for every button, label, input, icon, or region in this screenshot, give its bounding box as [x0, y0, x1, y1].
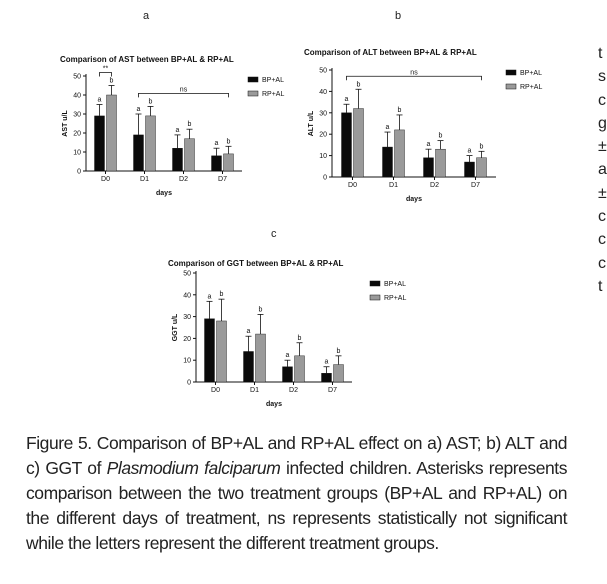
bar-bp-al	[95, 116, 105, 171]
bar-rp-al	[477, 158, 487, 177]
bar-bp-al	[465, 162, 475, 177]
x-axis-label: days	[266, 401, 282, 408]
legend-label: BP+AL	[384, 281, 406, 288]
group-letter: b	[187, 121, 192, 129]
caption-species: Plasmodium falciparum	[106, 458, 281, 478]
y-tick-label: 0	[187, 379, 191, 387]
group-letter: a	[175, 126, 180, 134]
group-letter: a	[207, 293, 212, 301]
group-letter: b	[219, 291, 224, 299]
group-letter: a	[426, 141, 431, 149]
chart-ast	[52, 50, 312, 200]
bar-rp-al	[217, 321, 227, 382]
bar-bp-al	[424, 158, 434, 177]
chart-title: Comparison of GGT between BP+AL & RP+AL	[168, 259, 344, 268]
figure-caption	[26, 431, 567, 556]
bar-bp-al	[342, 113, 352, 177]
side-letter: ±	[598, 138, 607, 156]
group-letter: a	[246, 328, 251, 336]
group-letter: b	[297, 334, 302, 342]
bar-rp-al	[146, 116, 156, 171]
bar-rp-al	[395, 130, 405, 177]
significance-label: **	[102, 65, 109, 73]
y-tick-label: 40	[319, 88, 327, 96]
y-axis-label: AST u/L	[62, 110, 69, 137]
y-tick-label: 20	[73, 130, 81, 138]
y-tick-label: 0	[77, 168, 81, 176]
bar-rp-al	[436, 149, 446, 177]
y-tick-label: 50	[183, 270, 191, 278]
chart-title: Comparison of ALT between BP+AL & RP+AL	[304, 48, 477, 57]
legend-label: BP+AL	[262, 77, 284, 84]
y-axis-label: GGT u/L	[172, 313, 179, 342]
caption-lead: Figure 5.	[26, 433, 92, 453]
side-letter: c	[598, 254, 606, 272]
legend-swatch-bp-al	[506, 70, 516, 75]
group-letter: a	[385, 124, 390, 132]
y-tick-label: 50	[73, 73, 81, 81]
chart-title: Comparison of AST between BP+AL & RP+AL	[60, 55, 234, 64]
caption-part1: Comparison of BP+AL and RP+AL effect on a) AST; b) ALT and c) GGT of	[26, 433, 568, 478]
y-tick-label: 20	[319, 131, 327, 139]
significance-bracket	[347, 76, 482, 80]
bar-bp-al	[205, 319, 215, 382]
panel-label-a: a	[143, 10, 150, 22]
chart-ggt	[162, 258, 432, 416]
y-tick-label: 0	[323, 174, 327, 182]
legend-label: RP+AL	[262, 91, 285, 98]
significance-bracket	[139, 93, 229, 97]
panel-label-c: c	[271, 228, 277, 240]
significance-bracket	[100, 73, 112, 77]
legend-swatch-bp-al	[370, 281, 380, 286]
bar-bp-al	[244, 351, 254, 382]
side-letter: c	[598, 208, 606, 226]
bar-bp-al	[212, 156, 222, 171]
group-letter: a	[344, 96, 349, 104]
side-column-text	[598, 42, 605, 298]
y-tick-label: 30	[183, 314, 191, 322]
bar-bp-al	[322, 373, 332, 382]
legend-swatch-rp-al	[370, 295, 380, 300]
bar-bp-al	[283, 367, 293, 382]
legend-label: RP+AL	[520, 84, 543, 91]
side-letter: a	[598, 161, 607, 179]
x-tick-label: D0	[211, 387, 220, 394]
x-tick-label: D2	[430, 182, 439, 189]
group-letter: a	[324, 358, 329, 366]
y-tick-label: 40	[183, 292, 191, 300]
group-letter: a	[136, 106, 141, 113]
side-letter: t	[598, 45, 603, 62]
legend-swatch-rp-al	[248, 91, 258, 96]
group-letter: b	[258, 306, 263, 314]
group-letter: a	[285, 352, 290, 360]
group-letter: b	[438, 132, 443, 140]
y-tick-label: 30	[319, 110, 327, 118]
y-tick-label: 20	[183, 335, 191, 343]
y-tick-label: 30	[73, 111, 81, 119]
x-axis-label: days	[156, 190, 172, 197]
x-tick-label: D1	[140, 176, 149, 183]
chart-alt	[300, 42, 560, 202]
group-letter: b	[226, 138, 231, 146]
y-tick-label: 40	[73, 92, 81, 100]
side-letter: s	[598, 68, 606, 86]
x-tick-label: D2	[289, 387, 298, 394]
group-letter: a	[467, 147, 472, 155]
y-tick-label: 10	[183, 357, 191, 365]
bar-rp-al	[256, 334, 266, 382]
group-letter: b	[109, 77, 114, 85]
bar-rp-al	[295, 356, 305, 382]
legend-swatch-bp-al	[248, 77, 258, 82]
group-letter: a	[97, 96, 102, 104]
panel-label-b: b	[395, 10, 402, 22]
significance-label: ns	[179, 86, 188, 94]
legend-label: BP+AL	[520, 70, 542, 77]
x-tick-label: D7	[471, 182, 480, 189]
bar-bp-al	[173, 148, 183, 171]
bar-bp-al	[383, 147, 393, 177]
y-tick-label: 10	[73, 149, 81, 157]
x-tick-label: D2	[179, 176, 188, 183]
y-axis-label: ALT u/L	[308, 110, 315, 137]
group-letter: a	[214, 140, 219, 148]
bar-rp-al	[354, 109, 364, 177]
y-tick-label: 50	[319, 67, 327, 75]
y-tick-label: 10	[319, 153, 327, 161]
group-letter: b	[148, 98, 153, 106]
bar-bp-al	[134, 135, 144, 171]
group-letter: b	[336, 347, 341, 355]
bar-rp-al	[224, 154, 234, 171]
side-letter: ±	[598, 184, 607, 202]
x-axis-label: days	[406, 196, 422, 203]
x-tick-label: D1	[389, 182, 398, 189]
side-letter: c	[598, 231, 606, 249]
x-tick-label: D0	[101, 176, 110, 183]
x-tick-label: D7	[328, 387, 337, 394]
side-letter: c	[598, 91, 606, 109]
x-tick-label: D7	[218, 176, 227, 183]
side-letter: t	[598, 277, 603, 295]
legend-label: RP+AL	[384, 295, 407, 302]
x-tick-label: D1	[250, 387, 259, 394]
bar-rp-al	[107, 95, 117, 171]
legend-swatch-rp-al	[506, 84, 516, 89]
bar-rp-al	[185, 139, 195, 171]
group-letter: b	[356, 81, 361, 89]
caption-part2: infected children. Asterisks represents comparison between the two treatment groups (BP+AL and RP+AL) on the different days of treatment, ns represents statistically not significant while the letters represent the different treatment groups.	[26, 458, 567, 553]
x-tick-label: D0	[348, 182, 357, 189]
bar-rp-al	[334, 365, 344, 382]
group-letter: b	[397, 106, 402, 114]
significance-label: ns	[410, 69, 418, 77]
group-letter: b	[479, 143, 484, 151]
side-letter: g	[598, 114, 607, 132]
